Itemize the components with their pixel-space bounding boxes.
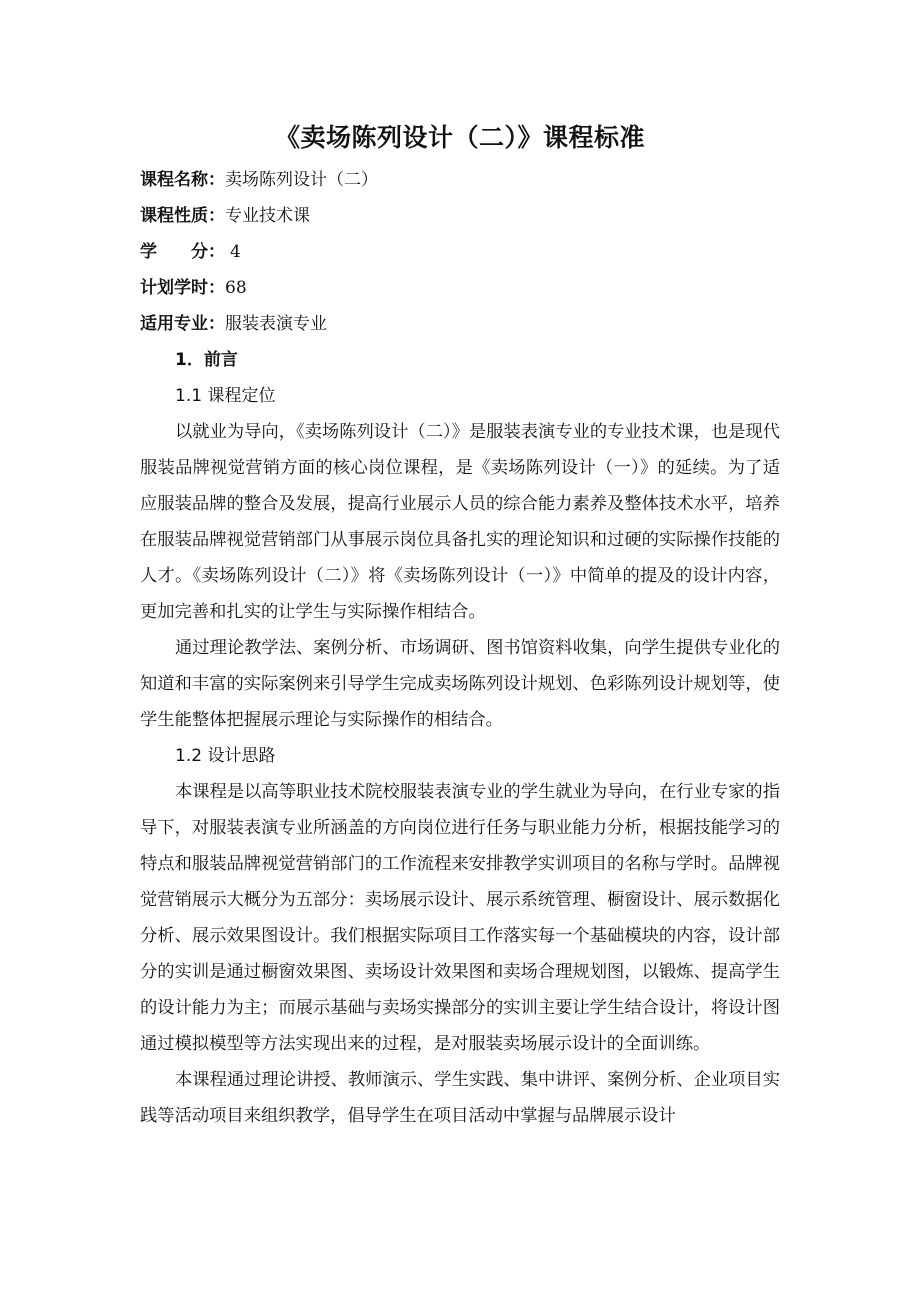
planned-hours-row [140, 270, 378, 306]
course-name-value: 卖场陈列设计（二） [225, 170, 378, 190]
section-heading-design-ideas: 1.2 设计思路 [175, 746, 276, 766]
course-name-label: 课程名称： [140, 170, 225, 190]
course-nature-row [140, 198, 378, 234]
course-nature-label: 课程性质： [140, 206, 225, 226]
document-title: 《卖场陈列设计（二）》课程标准 [274, 123, 645, 152]
paragraph-design-2: 本课程通过理论讲授、教师演示、学生实践、集中讲评、案例分析、企业项目实践等活动项目来组织教学，倡导学生在项目活动中掌握与品牌展示设计 [140, 1070, 780, 1126]
section-heading-preface: 1．前言 [175, 350, 238, 370]
course-nature-value: 专业技术课 [225, 206, 310, 226]
applicable-major-value: 服装表演专业 [225, 314, 327, 334]
document-body [140, 342, 780, 1134]
section-heading-positioning: 1.1 课程定位 [175, 386, 276, 406]
credits-value: 4 [230, 242, 241, 262]
paragraph-positioning-2: 通过理论教学法、案例分析、市场调研、图书馆资料收集，向学生提供专业化的知道和丰富的实际案例来引导学生完成卖场陈列设计规划、色彩陈列设计规划等，使学生能整体把握展示理论与实际操作的相结合。 [140, 638, 780, 730]
course-info [140, 162, 378, 342]
paragraph-positioning-1: 以就业为导向，《卖场陈列设计（二）》是服装表演专业的专业技术课，也是现代服装品牌视觉营销方面的核心岗位课程，是《卖场陈列设计（一）》的延续。为了适应服装品牌的整合及发展，提高行业展示人员的综合能力素养及整体技术水平，培养在服装品牌视觉营销部门从事展示岗位具备扎实的理论知识和过硬的实际操作技能的人才。《卖场陈列设计（二）》将《卖场陈列设计（一）》中简单的提及的设计内容，更加完善和扎实的让学生与实际操作相结合。 [140, 422, 780, 622]
applicable-major-row [140, 306, 378, 342]
credits-row [140, 234, 378, 270]
credits-label: 学 分： [140, 242, 225, 262]
applicable-major-label: 适用专业： [140, 314, 225, 334]
planned-hours-value: 68 [225, 278, 247, 298]
course-name-row [140, 162, 378, 198]
paragraph-design-1: 本课程是以高等职业技术院校服装表演专业的学生就业为导向，在行业专家的指导下，对服装表演专业所涵盖的方向岗位进行任务与职业能力分析，根据技能学习的特点和服装品牌视觉营销部门的工作流程来安排教学实训项目的名称与学时。品牌视觉营销展示大概分为五部分：卖场展示设计、展示系统管理、橱窗设计、展示数据化分析、展示效果图设计。我们根据实际项目工作落实每一个基础模块的内容，设计部分的实训是通过橱窗效果图、卖场设计效果图和卖场合理规划图，以锻炼、提高学生的设计能力为主；而展示基础与卖场实操部分的实训主要让学生结合设计，将设计图通过模拟模型等方法实现出来的过程，是对服装卖场展示设计的全面训练。 [140, 782, 780, 1054]
planned-hours-label: 计划学时： [140, 278, 225, 298]
